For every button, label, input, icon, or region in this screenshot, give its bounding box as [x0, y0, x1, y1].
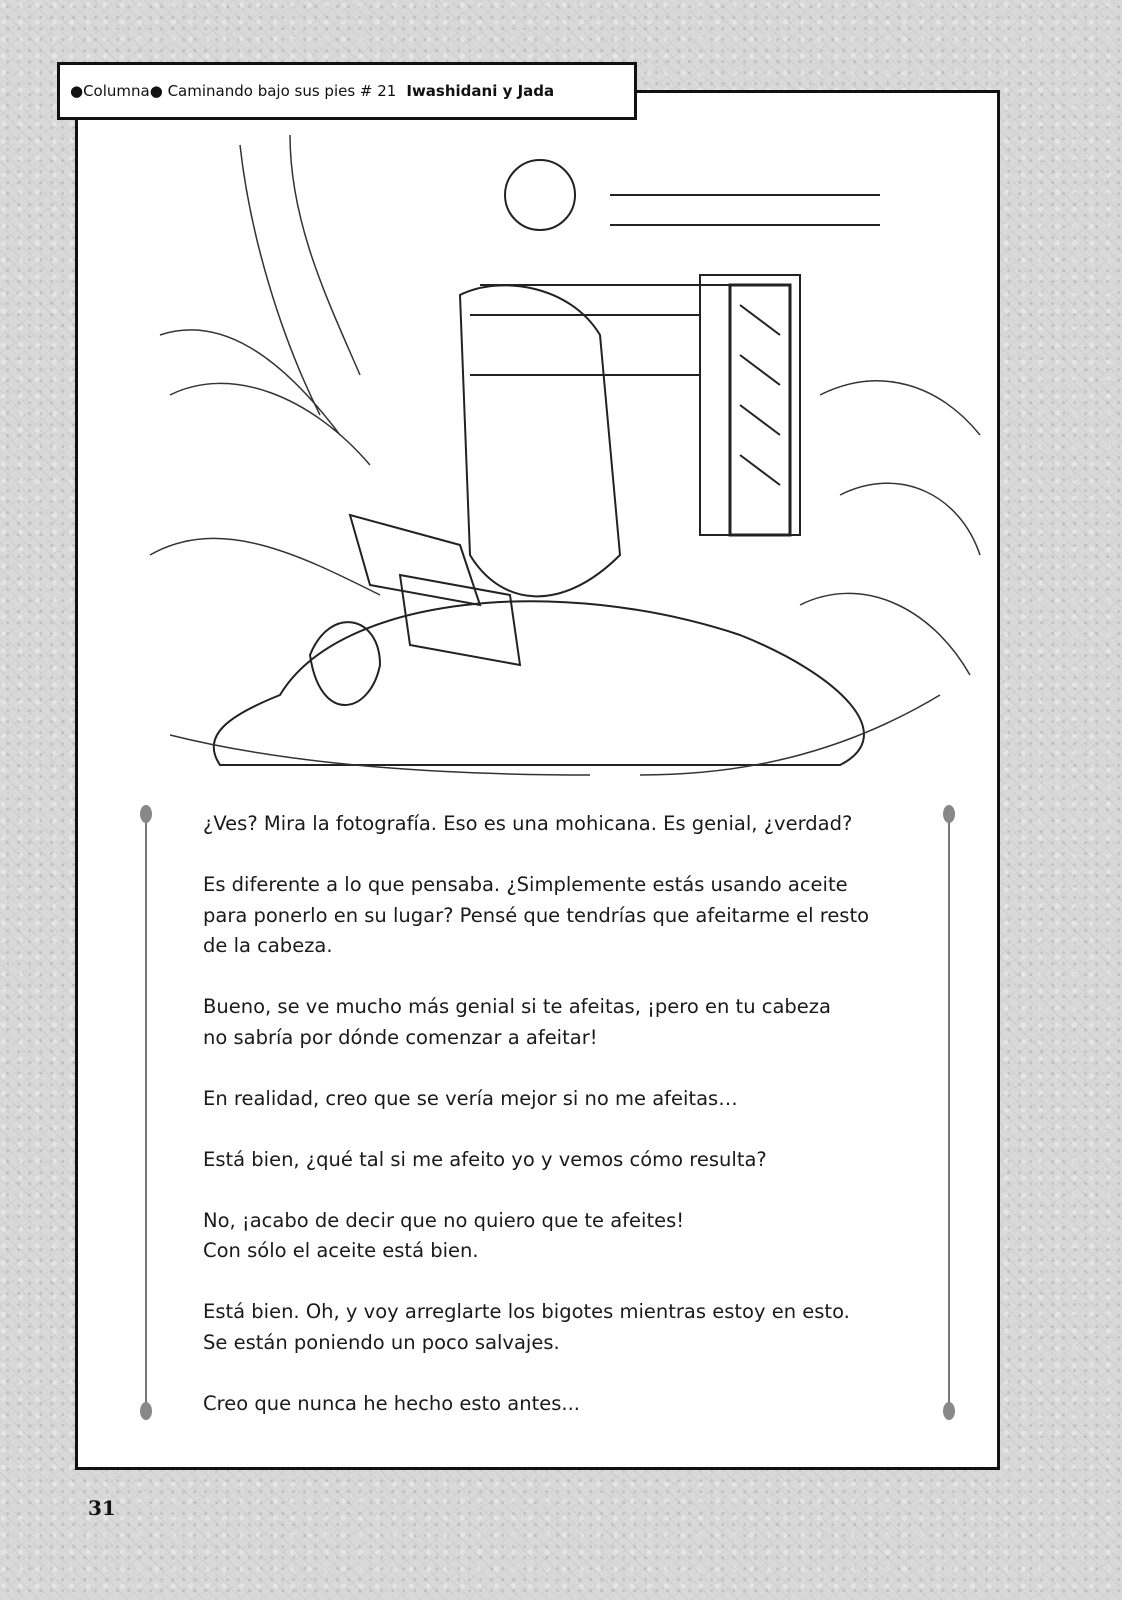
- ink-illustration: [140, 135, 990, 785]
- left-border: [145, 815, 147, 1410]
- dialogue-paragraph: [203, 870, 923, 962]
- corner-ornament: [140, 805, 152, 823]
- dialogue-line: Está bien. Oh, y voy arreglarte los bigotes mientras estoy en esto.: [203, 1300, 850, 1323]
- dialogue-line: para ponerlo en su lugar? Pensé que tendrías que afeitarme el resto: [203, 903, 870, 927]
- dialogue-line: no sabría por dónde comenzar a afeitar!: [203, 1025, 598, 1049]
- column-title: ●Columna● Caminando bajo sus pies # 21: [70, 82, 397, 100]
- dialogue-paragraph: [203, 1145, 923, 1176]
- dialogue-box: [140, 805, 955, 1420]
- column-header: [57, 62, 637, 120]
- dialogue-paragraph: [203, 1389, 923, 1420]
- dialogue-line: Creo que nunca he hecho esto antes...: [203, 1391, 580, 1415]
- dialogue-line: Se están poniendo un poco salvajes.: [203, 1330, 560, 1354]
- corner-ornament: [943, 805, 955, 823]
- dialogue-paragraph: [203, 1206, 923, 1267]
- dialogue-line: No, ¡acabo de decir que no quiero que te afeites!: [203, 1208, 685, 1232]
- column-authors: Iwashidani y Jada: [406, 82, 555, 100]
- corner-ornament: [943, 1402, 955, 1420]
- dialogue-line: Es diferente a lo que pensaba. ¿Simplemente estás usando aceite: [203, 873, 848, 896]
- corner-ornament: [140, 1402, 152, 1420]
- dialogue-line: de la cabeza.: [203, 934, 333, 957]
- dialogue-text: [203, 809, 923, 1450]
- dialogue-line: En realidad, creo que se vería mejor si no me afeitas…: [203, 1086, 738, 1110]
- dialogue-paragraph: [203, 992, 923, 1053]
- dialogue-line: Está bien, ¿qué tal si me afeito yo y vemos cómo resulta?: [203, 1147, 767, 1171]
- right-border: [948, 815, 950, 1410]
- dialogue-line: ¿Ves? Mira la fotografía. Eso es una mohicana. Es genial, ¿verdad?: [203, 812, 853, 835]
- dialogue-paragraph: [203, 809, 923, 840]
- page-number: 31: [88, 1496, 116, 1520]
- dialogue-line: Bueno, se ve mucho más genial si te afeitas, ¡pero en tu cabeza: [203, 995, 831, 1018]
- dialogue-paragraph: [203, 1084, 923, 1115]
- dialogue-line: Con sólo el aceite está bien.: [203, 1239, 479, 1262]
- dialogue-paragraph: [203, 1297, 923, 1358]
